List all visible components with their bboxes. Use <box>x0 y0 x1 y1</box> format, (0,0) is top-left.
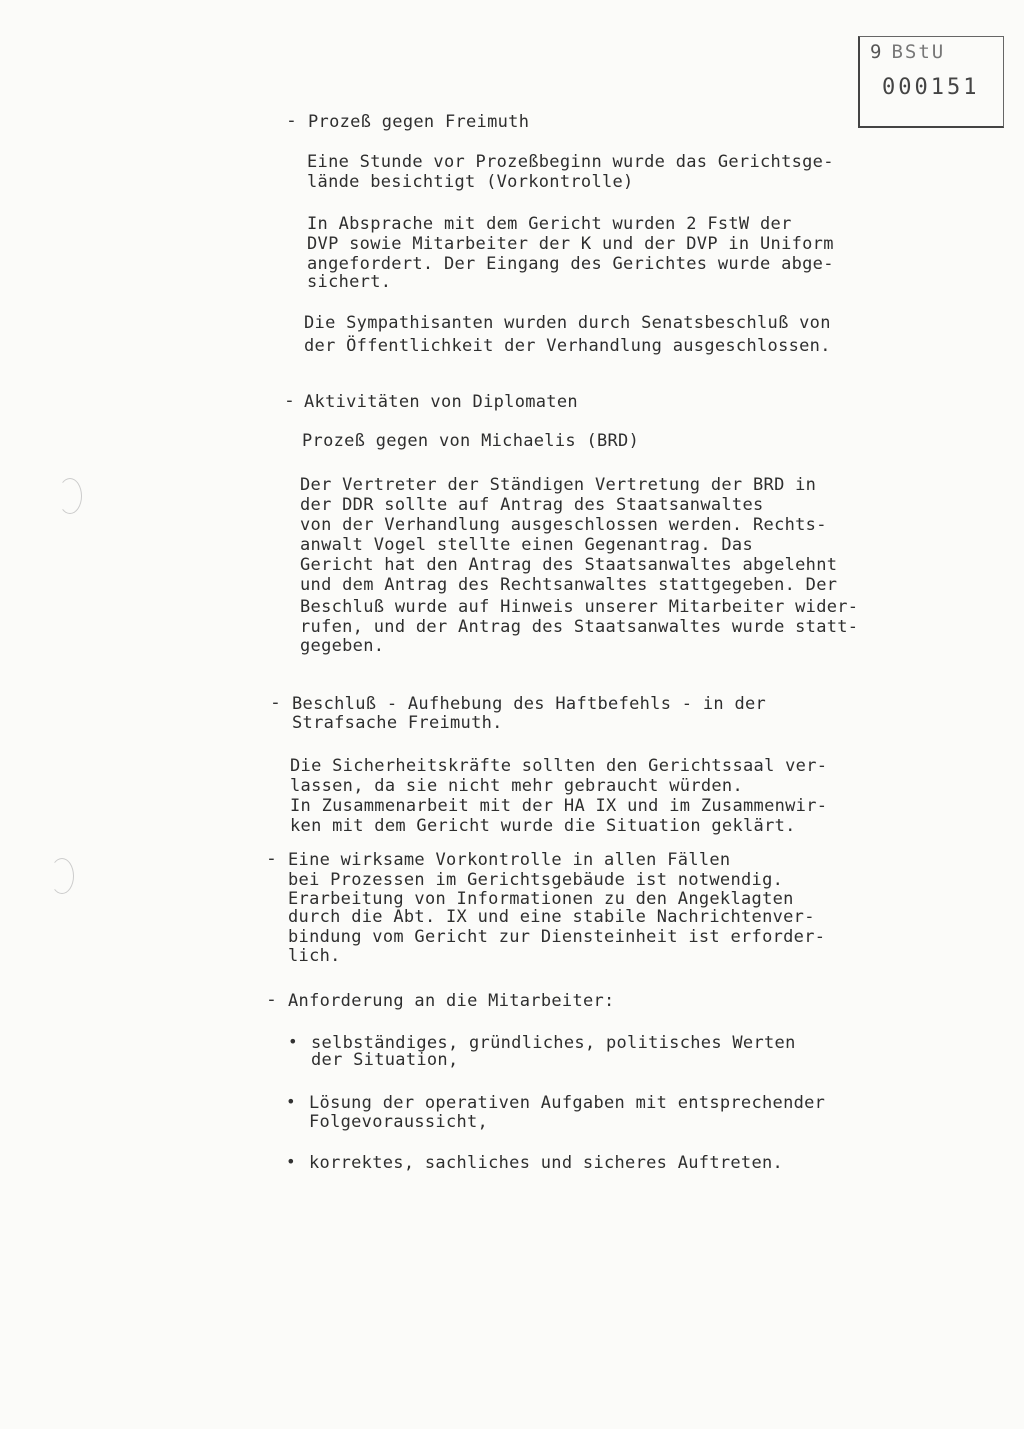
text-line: Beschluß wurde auf Hinweis unserer Mitarbeiter wider- <box>300 597 859 617</box>
dash-marker: - <box>266 989 277 1010</box>
bullet-marker: • <box>286 1092 296 1111</box>
archive-stamp <box>858 36 1004 128</box>
subheading: Prozeß gegen von Michaelis (BRD) <box>302 431 640 451</box>
punch-hole <box>58 478 82 514</box>
text-line: und dem Antrag des Rechtsanwaltes stattgegeben. Der <box>300 575 838 595</box>
text-line: Erarbeitung von Informationen zu den Angeklagten <box>288 889 794 909</box>
text-line: bei Prozessen im Gerichtsgebäude ist notwendig. <box>288 870 784 890</box>
text-line: lich. <box>288 946 341 966</box>
dash-marker: - <box>284 390 295 411</box>
text-line: In Absprache mit dem Gericht wurden 2 FstW der <box>307 214 792 234</box>
stamp-header <box>870 41 945 63</box>
bullet-marker: • <box>286 1152 296 1171</box>
text-line: DVP sowie Mitarbeiter der K und der DVP in Uniform <box>307 234 834 254</box>
text-line: Eine wirksame Vorkontrolle in allen Fällen <box>288 850 731 870</box>
section-heading: Strafsache Freimuth. <box>292 713 503 733</box>
text-line: lassen, da sie nicht mehr gebraucht würden. <box>290 776 743 796</box>
bullet-text: Lösung der operativen Aufgaben mit entsprechender <box>309 1093 826 1113</box>
stamp-number: 000151 <box>882 75 980 100</box>
text-line: sichert. <box>307 272 392 292</box>
stamp-prefix: 9 <box>870 41 886 63</box>
bullet-text: korrektes, sachliches und sicheres Auftreten. <box>309 1153 784 1173</box>
text-line: anwalt Vogel stellte einen Gegenantrag. Das <box>300 535 753 555</box>
text-line: Gericht hat den Antrag des Staatsanwaltes abgelehnt <box>300 555 838 575</box>
stamp-label: BStU <box>891 41 946 63</box>
bullet-text: Folgevoraussicht, <box>309 1112 489 1132</box>
dash-marker: - <box>270 692 281 713</box>
text-line: gegeben. <box>300 636 385 656</box>
section-heading: Beschluß - Aufhebung des Haftbefehls - in der <box>292 694 767 714</box>
text-line: Die Sicherheitskräfte sollten den Gerichtssaal ver- <box>290 756 828 776</box>
text-line: der DDR sollte auf Antrag des Staatsanwaltes <box>300 495 764 515</box>
dash-marker: - <box>286 110 297 131</box>
section-heading: Anforderung an die Mitarbeiter: <box>288 991 615 1011</box>
bullet-text: selbständiges, gründliches, politisches Werten <box>311 1033 796 1053</box>
dash-marker: - <box>266 848 277 869</box>
text-line: der Öffentlichkeit der Verhandlung ausgeschlossen. <box>304 336 831 356</box>
text-line: von der Verhandlung ausgeschlossen werden. Rechts- <box>300 515 827 535</box>
text-line: lände besichtigt (Vorkontrolle) <box>307 172 634 192</box>
text-line: angefordert. Der Eingang des Gerichtes wurde abge- <box>307 254 834 274</box>
section-heading: Prozeß gegen Freimuth <box>308 112 530 132</box>
text-line: Eine Stunde vor Prozeßbeginn wurde das Gerichtsge- <box>307 152 834 172</box>
text-line: In Zusammenarbeit mit der HA IX und im Zusammenwir- <box>290 796 828 816</box>
section-heading: Aktivitäten von Diplomaten <box>304 392 578 412</box>
text-line: durch die Abt. IX und eine stabile Nachrichtenver- <box>288 907 815 927</box>
text-line: ken mit dem Gericht wurde die Situation geklärt. <box>290 816 796 836</box>
text-line: rufen, und der Antrag des Staatsanwaltes wurde statt- <box>300 617 859 637</box>
bullet-marker: • <box>288 1032 298 1051</box>
punch-hole <box>50 858 74 894</box>
bullet-text: der Situation, <box>311 1050 459 1070</box>
text-line: bindung vom Gericht zur Diensteinheit ist erforder- <box>288 927 826 947</box>
text-line: Die Sympathisanten wurden durch Senatsbeschluß von <box>304 313 831 333</box>
text-line: Der Vertreter der Ständigen Vertretung der BRD in <box>300 475 817 495</box>
